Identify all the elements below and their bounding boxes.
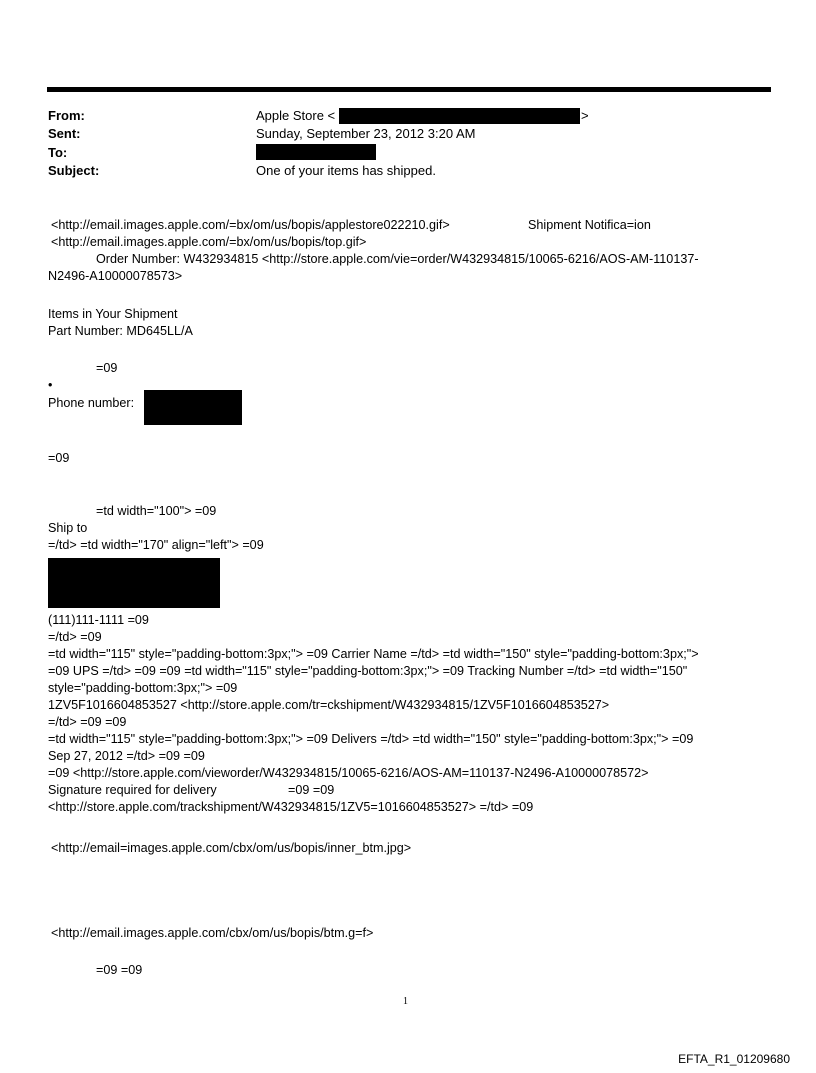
sent-value: Sunday, September 23, 2012 3:20 AM — [256, 126, 476, 141]
body-line-phone-label: Phone number: — [48, 396, 135, 410]
body-line-padding-style: style="padding-bottom:3px;"> =09 — [48, 681, 238, 695]
redaction-ship-to-address — [48, 558, 220, 608]
body-line-close-td-b: =/td> =09 =09 — [48, 715, 127, 729]
redaction-to-recipient — [256, 144, 376, 160]
body-line-vieworder-link: =09 <http://store.apple.com/vieworder/W432934815/10065-6216/AOS-AM=110137-N2496-A10000078572> — [48, 766, 649, 780]
body-line-signature-09: =09 =09 — [288, 783, 335, 797]
subject-value: One of your items has shipped. — [256, 163, 436, 178]
body-line-td-100: =td width="100"> =09 — [96, 504, 217, 518]
body-line-delivers: =td width="115" style="padding-bottom:3px;"> =09 Delivers =/td> =td width="150" style="padding-bottom:3px;"> =09 — [48, 732, 694, 746]
bullet: • — [48, 378, 53, 392]
body-line-carrier-name: =td width="115" style="padding-bottom:3px;"> =09 Carrier Name =/td> =td width="150" style="padding-bottom:3px;"> — [48, 647, 699, 661]
body-line-inner-btm-image: <http://email=images.apple.com/cbx/om/us/bopis/inner_btm.jpg> — [51, 841, 412, 855]
to-label: To: — [48, 145, 68, 160]
body-line-09-final: =09 =09 — [96, 963, 143, 977]
body-line-td-170: =/td> =td width="170" align="left"> =09 — [48, 538, 264, 552]
body-line-delivery-date: Sep 27, 2012 =/td> =09 =09 — [48, 749, 205, 763]
sent-label: Sent: — [48, 126, 81, 141]
from-value — [256, 107, 335, 125]
body-line-order-number: Order Number: W432934815 <http://store.apple.com/vie=order/W432934815/10065-6216/AOS-AM-110137- — [96, 252, 699, 266]
bates-number: EFTA_R1_01209680 — [678, 1052, 790, 1066]
body-line-phone-placeholder: (111)111-1111 =09 — [48, 613, 149, 627]
body-line-items-heading: Items in Your Shipment — [48, 307, 178, 321]
header-rule — [47, 87, 771, 92]
from-label: From: — [48, 108, 85, 123]
from-value-prefix: Apple Store < — [256, 108, 336, 123]
body-line-trackshipment-link: <http://store.apple.com/trackshipment/W432934815/1ZV5=1016604853527> =/td> =09 — [48, 800, 534, 814]
page-number: 1 — [403, 996, 408, 1007]
body-line-shipment-notification: Shipment Notifica=ion — [528, 218, 651, 232]
body-line-ups-tracking: =09 UPS =/td> =09 =09 =td width="115" style="padding-bottom:3px;"> =09 Tracking Number =/td> =td width="150" — [48, 664, 688, 678]
body-line-btm-image: <http://email.images.apple.com/cbx/om/us/bopis/btm.g=f> — [51, 926, 374, 940]
body-line-part-number: Part Number: MD645LL/A — [48, 324, 193, 338]
subject-label: Subject: — [48, 163, 100, 178]
body-line-signature-required: Signature required for delivery — [48, 783, 217, 797]
body-line-09-b: =09 — [48, 451, 70, 465]
body-line-banner-image: <http://email.images.apple.com/=bx/om/us/bopis/applestore022210.gif> — [51, 218, 450, 232]
body-line-close-td-a: =/td> =09 — [48, 630, 102, 644]
redaction-phone-number — [144, 390, 242, 425]
body-line-09-a: =09 — [96, 361, 118, 375]
body-line-ship-to: Ship to — [48, 521, 88, 535]
body-line-tracking-number: 1ZV5F1016604853527 <http://store.apple.com/tr=ckshipment/W432934815/1ZV5F1016604853527> — [48, 698, 610, 712]
from-value-suffix: > — [581, 108, 589, 123]
body-line-top-image: <http://email.images.apple.com/=bx/om/us/bopis/top.gif> — [51, 235, 367, 249]
redaction-from-email — [339, 108, 580, 124]
body-line-order-number-cont: N2496-A10000078573> — [48, 269, 183, 283]
